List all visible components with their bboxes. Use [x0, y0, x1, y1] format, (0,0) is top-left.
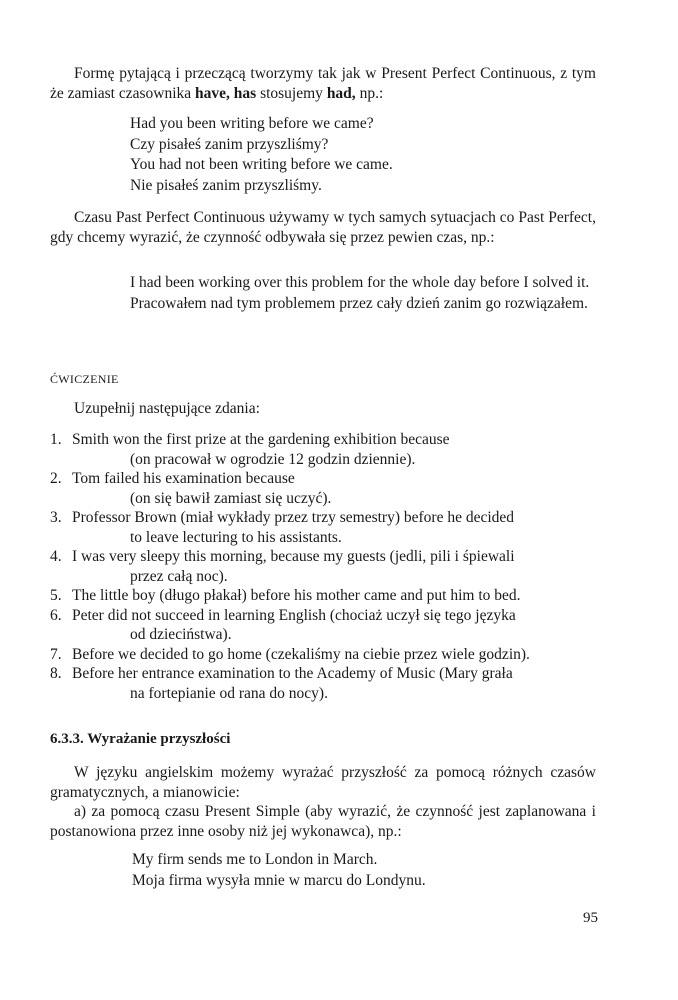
- item-continuation: od dzieciństwa).: [130, 626, 232, 643]
- list-item: [50, 469, 596, 508]
- list-item: [50, 508, 596, 547]
- example-line: Czy pisałeś zanim przyszliśmy?: [130, 135, 329, 153]
- list-item: [50, 586, 596, 606]
- list-item: [50, 606, 596, 645]
- example-line: Pracowałem nad tym problemem przez cały dzień zanim go rozwiązałem.: [130, 294, 588, 312]
- example-line: My firm sends me to London in March.: [132, 851, 378, 868]
- intro-bold-have-has: have, has: [195, 84, 257, 102]
- item-number: 6.: [50, 606, 62, 624]
- item-continuation: to leave lecturing to his assistants.: [130, 528, 342, 546]
- example-line: You had not been writing before we came.: [130, 156, 393, 173]
- example-line: Nie pisałeś zanim przyszliśmy.: [130, 176, 322, 194]
- section-paragraph-2: a) za pomocą czasu Present Simple (aby wyrazić, że czynność jest zaplanowana i postanowiona przez inne osoby niż jej wykonawca), np.:: [50, 803, 596, 840]
- section-paragraph-1: W języku angielskim możemy wyrażać przyszłość za pomocą różnych czasów gramatycznych, a mianowicie:: [50, 764, 596, 801]
- item-number: 4.: [50, 548, 62, 565]
- usage-paragraph: Czasu Past Perfect Continuous używamy w tych samych sytuacjach co Past Perfect, gdy chcemy wyrazić, że czynność odbywała się przez pewien czas, np.:: [50, 209, 596, 246]
- exercise-heading: ĆWICZENIE: [50, 372, 119, 386]
- list-item: [50, 645, 596, 665]
- example-line: Moja firma wysyła mnie w marcu do Londynu.: [132, 871, 426, 889]
- list-item: [50, 547, 596, 586]
- exercise-list: [50, 430, 596, 703]
- examples-block-2: [130, 273, 596, 314]
- section-heading: 6.3.3. Wyrażanie przyszłości: [50, 731, 231, 747]
- intro-paragraph: [50, 64, 596, 103]
- item-number: 1.: [50, 431, 62, 448]
- intro-text-c: stosujemy: [256, 84, 327, 102]
- page-number: 95: [583, 910, 598, 926]
- example-line: Had you been writing before we came?: [130, 115, 374, 132]
- item-number: 8.: [50, 665, 62, 682]
- item-text: Smith won the first prize at the gardening exhibition because: [72, 431, 450, 448]
- item-number: 2.: [50, 470, 62, 487]
- list-item: [50, 430, 596, 469]
- item-text: I was very sleepy this morning, because my guests (jedli, pili i śpiewali: [72, 548, 515, 565]
- list-item: [50, 664, 596, 703]
- item-number: 3.: [50, 509, 62, 526]
- item-number: 7.: [50, 645, 62, 663]
- item-number: 5.: [50, 587, 62, 604]
- intro-bold-had: had,: [326, 84, 356, 102]
- exercise-instruction: Uzupełnij następujące zdania:: [74, 400, 260, 417]
- intro-text-e: np.:: [355, 84, 384, 102]
- item-continuation: na fortepianie od rana do nocy).: [130, 684, 328, 702]
- item-text: Before we decided to go home (czekaliśmy na ciebie przez wiele godzin).: [72, 645, 530, 663]
- item-text: Peter did not succeed in learning English (chociaż uczył się tego języka: [72, 606, 516, 624]
- item-continuation: (on się bawił zamiast się uczyć).: [130, 489, 332, 507]
- item-text: Professor Brown (miał wykłady przez trzy semestry) before he decided: [72, 509, 515, 526]
- item-continuation: (on pracował w ogrodzie 12 godzin dziennie).: [130, 450, 416, 468]
- item-text: The little boy (długo płakał) before his mother came and put him to bed.: [72, 587, 521, 604]
- examples-block-3: [132, 850, 598, 891]
- example-line: I had been working over this problem for the whole day before I solved it.: [130, 274, 590, 291]
- item-text: Before her entrance examination to the Academy of Music (Mary grała: [72, 665, 513, 682]
- intro-text-a: Formę pytającą i przeczącą tworzymy tak jak w Present Perfect Continuous, z tym że zamiast czasownika: [50, 65, 596, 102]
- item-text: Tom failed his examination because: [72, 470, 295, 487]
- examples-block-1: [130, 114, 596, 196]
- item-continuation: przez całą noc).: [130, 567, 228, 585]
